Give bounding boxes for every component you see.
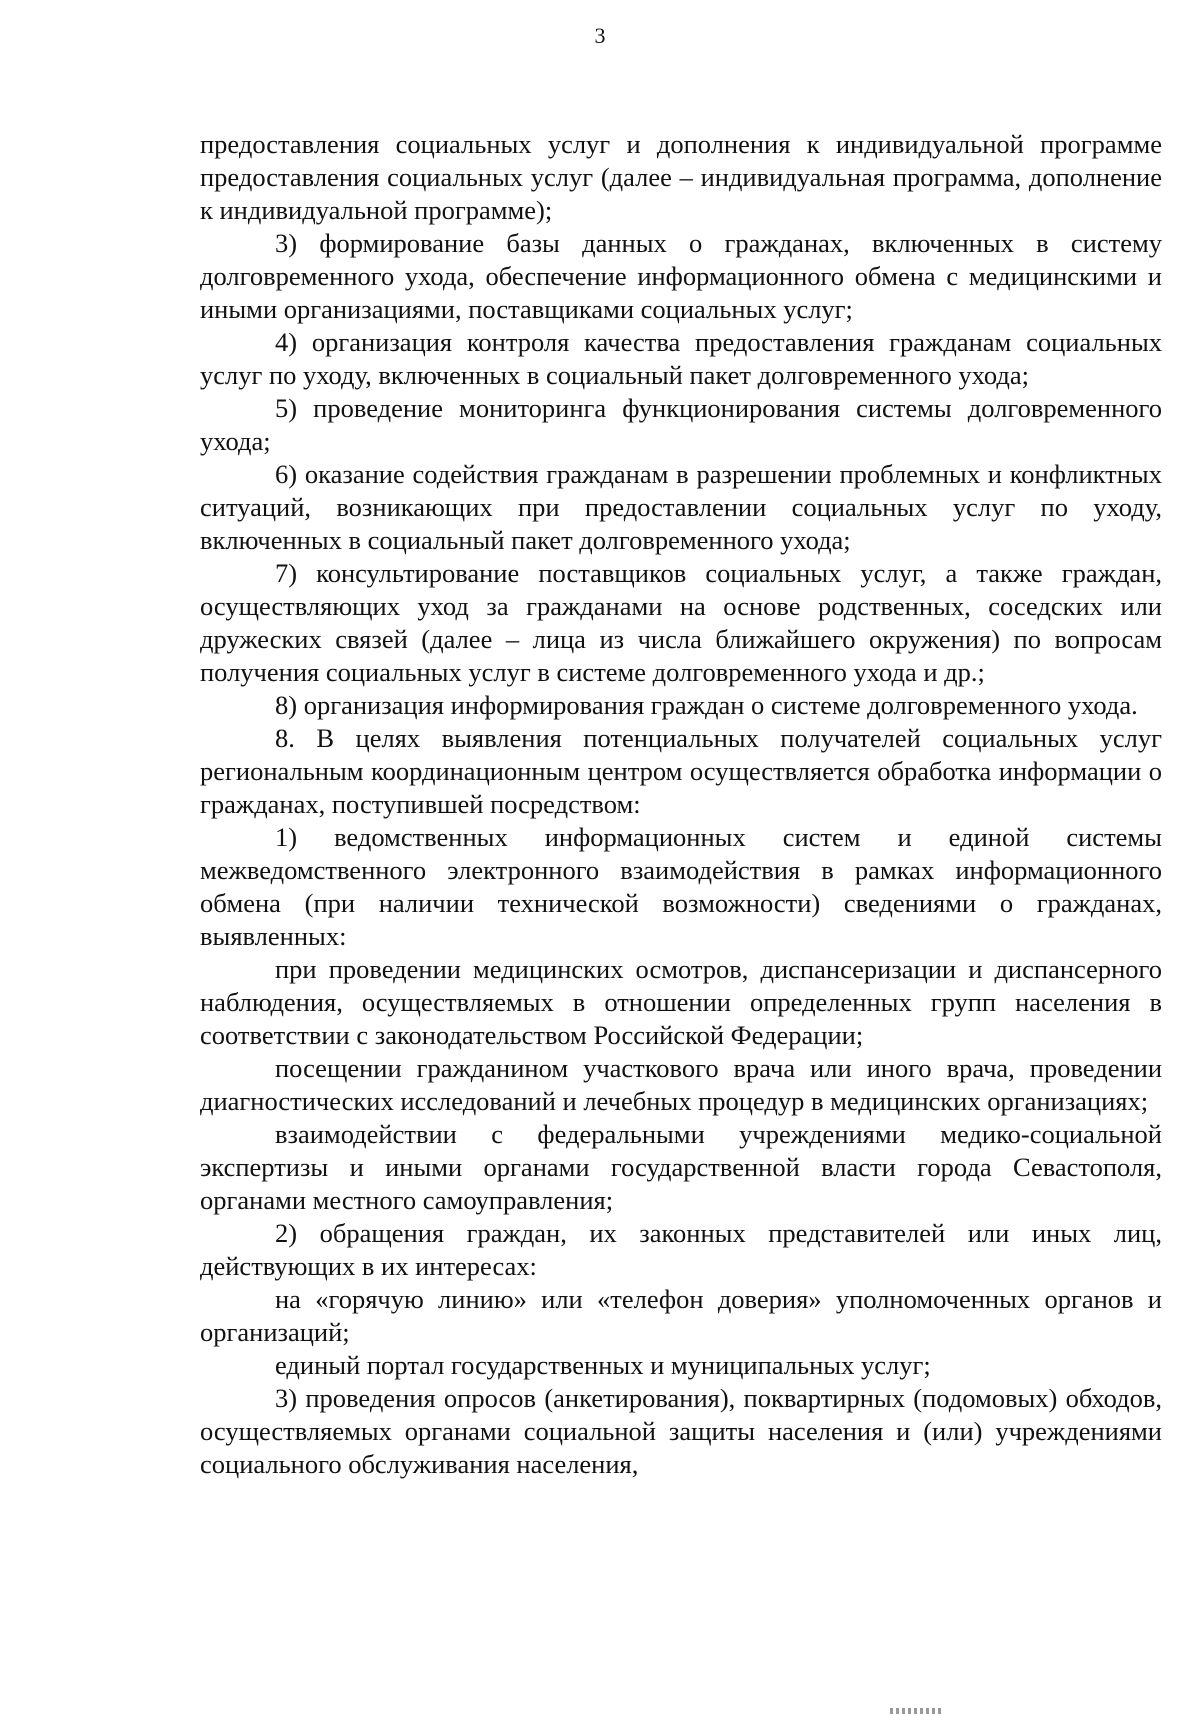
paragraph-medical-exams: при проведении медицинских осмотров, диспансеризации и диспансерного наблюдения, осуществляемых в отношении определенных групп населения в соответствии с законодательством Российской Федерации; (200, 954, 1162, 1050)
scan-artifact-mark (890, 1708, 942, 1714)
paragraph-subitem-3-surveys: 3) проведения опросов (анкетирования), поквартирных (подомовых) обходов, осуществляемых органами социальной защиты населения и (или) учреждениями социального обслуживания населения, (200, 1383, 1162, 1479)
paragraph-item-8-informing: 8) организация информирования граждан о системе долговременного ухода. (275, 690, 1138, 720)
paragraph-item-5-monitoring: 5) проведение мониторинга функционирования системы долговременного ухода; (200, 393, 1162, 456)
paragraph-interaction: взаимодействии с федеральными учреждениями медико-социальной экспертизы и иными органами государственной власти города Севастополя, органами местного самоуправления; (200, 1119, 1162, 1215)
paragraph-portal: единый портал государственных и муниципальных услуг; (275, 1350, 931, 1380)
paragraph-subitem-1-systems: 1) ведомственных информационных систем и единой системы межведомственного электронного взаимодействия в рамках информационного обмена (при наличии технической возможности) сведениями о гражданах, выявленных: (200, 822, 1162, 951)
paragraph-doctor-visits: посещении гражданином участкового врача или иного врача, проведении диагностических исследований и лечебных процедур в медицинских организациях; (200, 1053, 1162, 1116)
paragraph-hotline: на «горячую линию» или «телефон доверия» уполномоченных органов и организаций; (200, 1284, 1162, 1347)
page-number: 3 (594, 23, 606, 48)
paragraph-item-4-quality-control: 4) организация контроля качества предоставления гражданам социальных услуг по уходу, включенных в социальный пакет долговременного ухода; (200, 327, 1162, 390)
paragraph-continuation: предоставления социальных услуг и дополнения к индивидуальной программе предоставления социальных услуг (далее – индивидуальная программа, дополнение к индивидуальной программе); (200, 129, 1162, 225)
paragraph-item-6-assistance: 6) оказание содействия гражданам в разрешении проблемных и конфликтных ситуаций, возникающих при предоставлении социальных услуг по уходу, включенных в социальный пакет долговременного ухода; (200, 459, 1162, 555)
paragraph-subitem-2-appeals: 2) обращения граждан, их законных представителей или иных лиц, действующих в их интересах: (200, 1218, 1162, 1281)
paragraph-item-7-consulting: 7) консультирование поставщиков социальных услуг, а также граждан, осуществляющих уход за гражданами на основе родственных, соседских или дружеских связей (далее – лица из числа ближайшего окружения) по вопросам получения социальных услуг в системе долговременного ухода и др.; (200, 558, 1162, 687)
paragraph-item-3-database: 3) формирование базы данных о гражданах, включенных в систему долговременного ухода, обеспечение информационного обмена с медицинскими и иными организациями, поставщиками социальных услуг; (200, 228, 1162, 324)
document-body (200, 128, 1162, 1481)
paragraph-section-8: 8. В целях выявления потенциальных получателей социальных услуг региональным координационным центром осуществляется обработка информации о гражданах, поступившей посредством: (200, 723, 1162, 819)
